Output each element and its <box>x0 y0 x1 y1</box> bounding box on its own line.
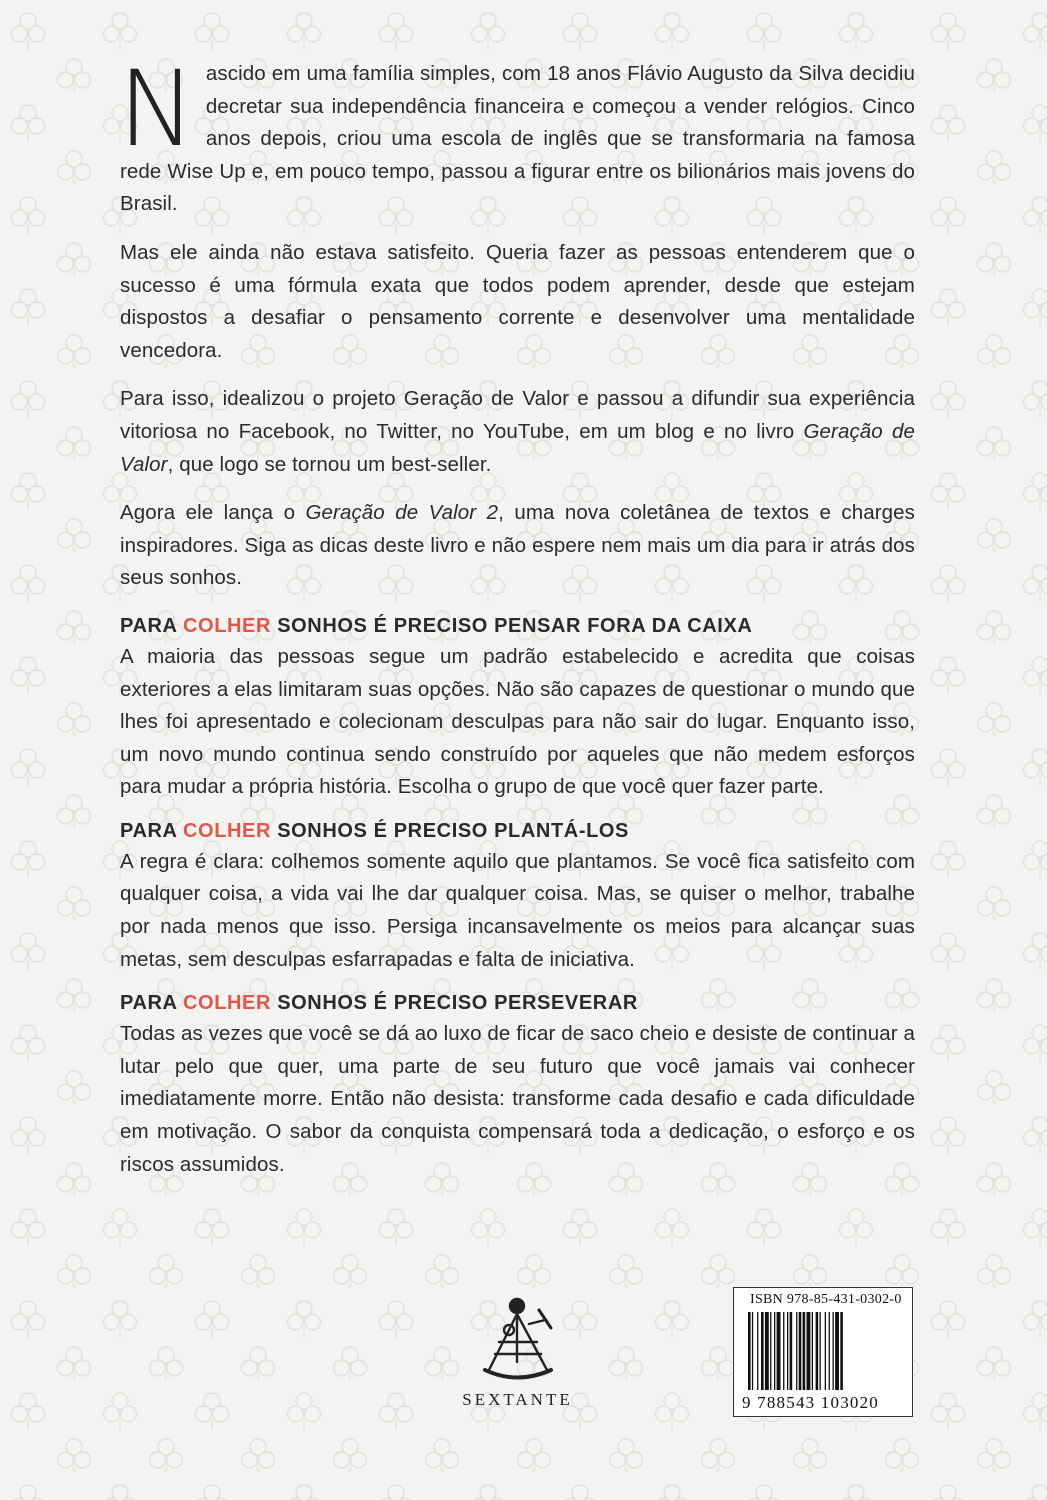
barcode-bar <box>783 1312 784 1390</box>
barcode-bar <box>757 1312 758 1390</box>
barcode-bar <box>770 1312 771 1390</box>
paragraph-4-text-b: , uma nova coletânea de textos e charges inspiradores. Siga as dicas deste livro e não espere nem mais um dia para ir atrás dos seus sonhos. <box>120 501 915 590</box>
barcode-bar <box>816 1312 819 1390</box>
intro-text: ascido em uma família simples, com 18 anos Flávio Augusto da Silva decidiu decretar sua independência financeira e começou a vender relógios. Cinco anos depois, criou uma escola de inglês que se transformaria na famosa rede Wise Up e, em pouco tempo, passou a figurar entre os bilionários mais jovens do Brasil. <box>120 62 915 216</box>
barcode-bar <box>787 1312 788 1390</box>
paragraph-4-text-a: Agora ele lança o <box>120 501 306 525</box>
heading-prefix: PARA <box>120 819 183 842</box>
heading-highlight: COLHER <box>183 819 272 842</box>
barcode-bar <box>812 1312 813 1390</box>
isbn-digits: 9 788543 103020 <box>742 1393 879 1412</box>
barcode-bar <box>807 1312 811 1390</box>
barcode-bar <box>748 1312 751 1390</box>
paragraph-3-text-b: , que logo se tornou um best-seller. <box>167 452 492 476</box>
heading-prefix: PARA <box>120 992 183 1015</box>
barcode-bar <box>825 1312 826 1390</box>
heading-prefix: PARA <box>120 614 183 637</box>
barcode-bar <box>803 1312 806 1390</box>
paragraph-4 <box>120 497 915 595</box>
barcode-bar <box>835 1312 839 1390</box>
section-heading <box>120 611 915 641</box>
book-title-italic: Geração de Valor <box>120 419 916 476</box>
barcode-bar <box>774 1312 775 1390</box>
section-body: A regra é clara: colhemos somente aquilo que plantamos. Se você fica satisfeito com qualquer coisa, a vida vai lhe dar qualquer coisa. Mas, se quiser o melhor, trabalhe por nada menos que isso. Persiga incansavelmente os meios para alcançar suas metas, sem desculpas esfarrapadas e falta de iniciativa. <box>120 849 915 971</box>
drop-cap: N <box>118 48 196 170</box>
barcode-bar <box>752 1312 753 1390</box>
heading-suffix: SONHOS É PRECISO PERSEVERAR <box>271 992 638 1015</box>
barcode-bar <box>799 1312 802 1390</box>
barcode-bar <box>777 1312 781 1390</box>
barcode-bar <box>840 1312 843 1390</box>
section-heading <box>120 988 915 1018</box>
barcode-bar <box>829 1312 830 1390</box>
barcode-bar <box>790 1312 793 1390</box>
heading-suffix: SONHOS É PRECISO PENSAR FORA DA CAIXA <box>271 614 753 637</box>
sextant-icon <box>455 1290 580 1390</box>
publisher-name: SEXTANTE <box>462 1390 573 1409</box>
section-body: Todas as vezes que você se dá ao luxo de ficar de saco cheio e desiste de continuar a lutar pelo que quer, uma parte de seu futuro que você jamais vai conhecer imediatamente morre. Então não desista: transforme cada desafio e cada dificuldade em motivação. O sabor da conquista compensará toda a dedicação, o esforço e os riscos assumidos. <box>120 1022 915 1176</box>
heading-highlight: COLHER <box>183 614 272 637</box>
section-body: A maioria das pessoas segue um padrão estabelecido e acredita que coisas exteriores a elas limitaram suas opções. Não são capazes de questionar o mundo que lhes foi apresentado e colecionam desculpas para não sair do lugar. Enquanto isso, um novo mundo continua sendo construído por aqueles que não medem esforços para mudar a própria história. Escolha o grupo de que você quer fazer parte. <box>120 644 915 799</box>
barcode-bar <box>833 1312 834 1390</box>
section-pensar <box>120 611 915 804</box>
heading-suffix: SONHOS É PRECISO PLANTÁ-LOS <box>271 819 629 842</box>
back-cover-text <box>118 48 916 1187</box>
isbn-label: ISBN 978-85-431-0302-0 <box>750 1292 902 1307</box>
section-plantar <box>120 816 915 976</box>
publisher-logo <box>455 1290 580 1420</box>
isbn-barcode <box>733 1287 913 1417</box>
section-heading <box>120 816 915 846</box>
barcode-bar <box>761 1312 764 1390</box>
book-title-2-italic: Geração de Valor 2 <box>305 501 499 525</box>
section-perseverar <box>120 988 915 1181</box>
barcode-bar <box>796 1312 797 1390</box>
heading-highlight: COLHER <box>183 992 272 1015</box>
paragraph-2: Mas ele ainda não estava satisfeito. Queria fazer as pessoas entenderem que o sucesso é uma fórmula exata que todos podem aprender, desde que estejam dispostos a desafiar o pensamento corrente e desenvolver uma mentalidade vencedora. <box>120 240 915 362</box>
paragraph-3 <box>120 383 915 481</box>
paragraph-3-text-a: Para isso, idealizou o projeto Geração de Valor e passou a difundir sua experiência vitoriosa no Facebook, no Twitter, no YouTube, em um blog e no livro <box>120 387 915 443</box>
barcode-bar <box>820 1312 821 1390</box>
intro-paragraph <box>118 48 915 221</box>
barcode-bar <box>765 1312 769 1390</box>
